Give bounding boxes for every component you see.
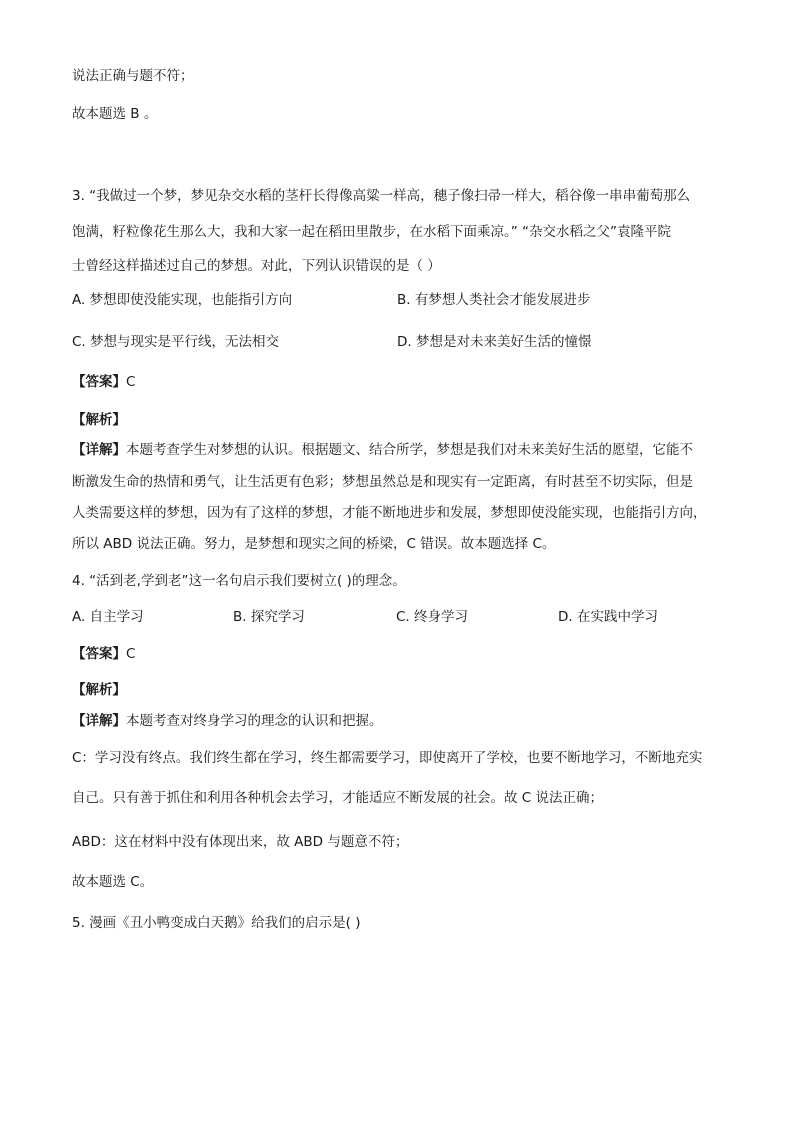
q3-option-d: D. 梦想是对未来美好生活的憧憬 xyxy=(397,334,592,350)
q3-option-c: C. 梦想与现实是平行线，无法相交 xyxy=(72,334,280,350)
q3-detail-line-2: 断激发生命的热情和勇气，让生活更有色彩；梦想虽然总是和现实有一定距离，有时甚至不切实际，但是 xyxy=(72,474,693,490)
q4-option-c: C. 终身学习 xyxy=(396,609,469,625)
q4-stem: 4. “活到老,学到老”这一名句启示我们要树立( )的理念。 xyxy=(72,573,406,589)
q4-analysis-tag-line xyxy=(72,680,126,700)
q4-detail-text-1: 本题考查对终身学习的理念的认识和把握。 xyxy=(126,713,383,729)
q4-option-d: D. 在实践中学习 xyxy=(558,609,658,625)
prev-explanation-line: 说法正确与题不符； xyxy=(72,68,194,84)
q4-answer-value: C xyxy=(126,646,136,662)
q4-answer-tag: 【答案】 xyxy=(72,646,126,662)
q5-stem: 5. 漫画《丑小鸭变成白天鹅》给我们的启示是( ) xyxy=(72,915,361,931)
q4-detail-tag: 【详解】 xyxy=(72,713,126,729)
q3-detail-tag: 【详解】 xyxy=(72,442,126,458)
q4-detail-line-2: C：学习没有终点。我们终生都在学习，终生都需要学习，即使离开了学校，也要不断地学习，不断地充实 xyxy=(72,750,703,766)
q3-detail-line-4: 所以 ABD 说法正确。努力，是梦想和现实之间的桥梁，C 错误。故本题选择 C。 xyxy=(72,536,556,552)
q3-analysis-tag-line xyxy=(72,410,126,430)
q4-option-a: A. 自主学习 xyxy=(72,609,144,625)
q4-answer-line xyxy=(72,644,135,664)
q4-detail-line-5: 故本题选 C。 xyxy=(72,874,154,890)
q3-answer-tag: 【答案】 xyxy=(72,374,126,390)
q3-detail-line-1 xyxy=(72,440,693,460)
q4-option-b: B. 探究学习 xyxy=(233,609,305,625)
q3-option-b: B. 有梦想人类社会才能发展进步 xyxy=(397,292,591,308)
q4-detail-line-4: ABD：这在材料中没有体现出来，故 ABD 与题意不符； xyxy=(72,834,409,850)
prev-conclusion-line: 故本题选 B 。 xyxy=(72,106,158,122)
q3-detail-text-1: 本题考查学生对梦想的认识。根据题文、结合所学，梦想是我们对未来美好生活的愿望，它能不 xyxy=(126,442,693,458)
q3-answer-line xyxy=(72,372,135,392)
q3-stem-line-1: 3. “我做过一个梦，梦见杂交水稻的茎杆长得像高粱一样高，穗子像扫帚一样大，稻谷像一串串葡萄那么 xyxy=(72,188,691,204)
q4-detail-line-1 xyxy=(72,711,383,731)
q3-stem-line-3: 士曾经这样描述过自己的梦想。对此，下列认识错误的是（ ） xyxy=(72,258,441,274)
q3-option-a: A. 梦想即使没能实现，也能指引方向 xyxy=(72,292,293,308)
q3-stem-line-2: 饱满，籽粒像花生那么大，我和大家一起在稻田里散步，在水稻下面乘凉。” “杂交水稻之父”袁隆平院 xyxy=(72,224,672,240)
q4-detail-line-3: 自己。只有善于抓住和利用各种机会去学习，才能适应不断发展的社会。故 C 说法正确； xyxy=(72,790,604,806)
q3-analysis-tag: 【解析】 xyxy=(72,412,126,428)
q4-analysis-tag: 【解析】 xyxy=(72,682,126,698)
q3-answer-value: C xyxy=(126,374,136,390)
q3-detail-line-3: 人类需要这样的梦想，因为有了这样的梦想，才能不断地进步和发展，梦想即使没能实现，也能指引方向， xyxy=(72,505,707,521)
